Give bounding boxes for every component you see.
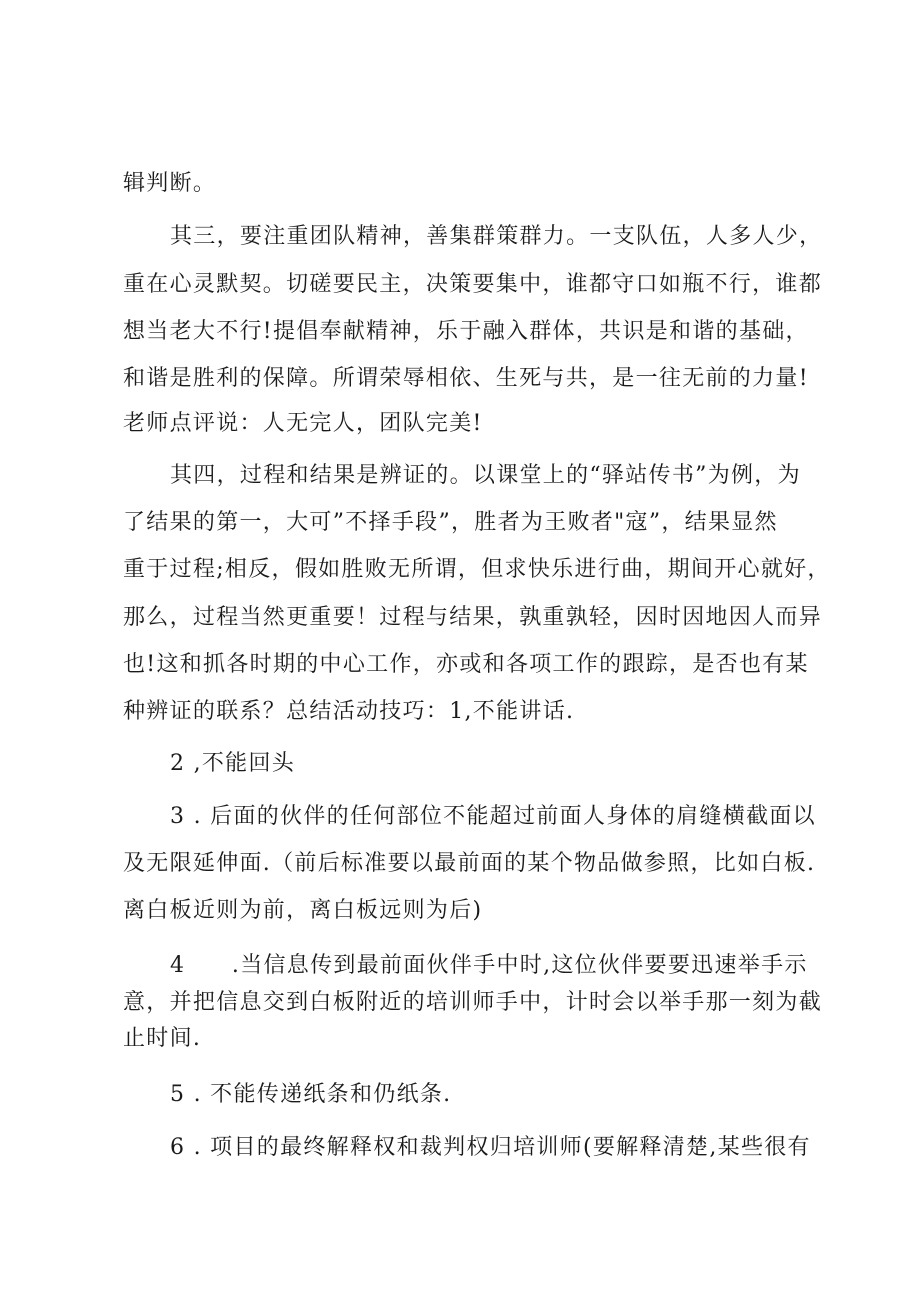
text-line: 4 .当信息传到最前面伙伴手中时,这位伙伴要要迅速举手示	[170, 953, 808, 978]
text-line: 重于过程;相反，假如胜败无所谓，但求快乐进行曲，期间开心就好，	[123, 557, 831, 582]
text-line: 6 . 项目的最终解释权和裁判权归培训师(要解释清楚,某些很有	[170, 1135, 811, 1160]
text-line: 重在心灵默契。切磋要民主，决策要集中，谁都守口如瓶不行，谁都	[123, 272, 823, 297]
text-line: 了结果的第一，大可”不择手段”，胜者为王败者"寇”，结果显然	[123, 510, 778, 535]
text-line: 老师点评说：人无完人，团队完美!	[123, 411, 483, 436]
text-line: 2 ,不能回头	[170, 751, 296, 776]
text-line: 意，并把信息交到白板附近的培训师手中，计时会以举手那一刻为截	[123, 990, 823, 1015]
text-line: 其四，过程和结果是辨证的。以课堂上的“驿站传书”为例，为	[170, 463, 801, 488]
text-line: 3 . 后面的伙伴的任何部位不能超过前面人身体的肩缝横截面以	[170, 804, 816, 829]
text-line: 离白板近则为前，离白板远则为后)	[123, 898, 483, 923]
text-line: 及无限延伸面.（前后标准要以最前面的某个物品做参照，比如白板.	[123, 851, 816, 876]
text-line: 想当老大不行!提倡奉献精神，乐于融入群体，共识是和谐的基础，	[123, 319, 809, 344]
text-line: 辑判断。	[123, 171, 217, 196]
text-line: 和谐是胜利的保障。所谓荣辱相依、生死与共，是一往无前的力量!	[123, 366, 809, 391]
text-line: 那么，过程当然更重要！过程与结果，孰重孰轻，因时因地因人而异	[123, 605, 823, 630]
text-line: 5 . 不能传递纸条和仍纸条.	[170, 1082, 452, 1107]
text-line: 也!这和抓各时期的中心工作，亦或和各项工作的跟踪，是否也有某	[123, 652, 809, 677]
text-line: 其三，要注重团队精神，善集群策群力。一支队伍，人多人少，	[170, 224, 823, 249]
text-line: 止时间.	[123, 1026, 202, 1051]
text-line: 种辨证的联系？总结活动技巧：1,不能讲话.	[123, 699, 575, 724]
